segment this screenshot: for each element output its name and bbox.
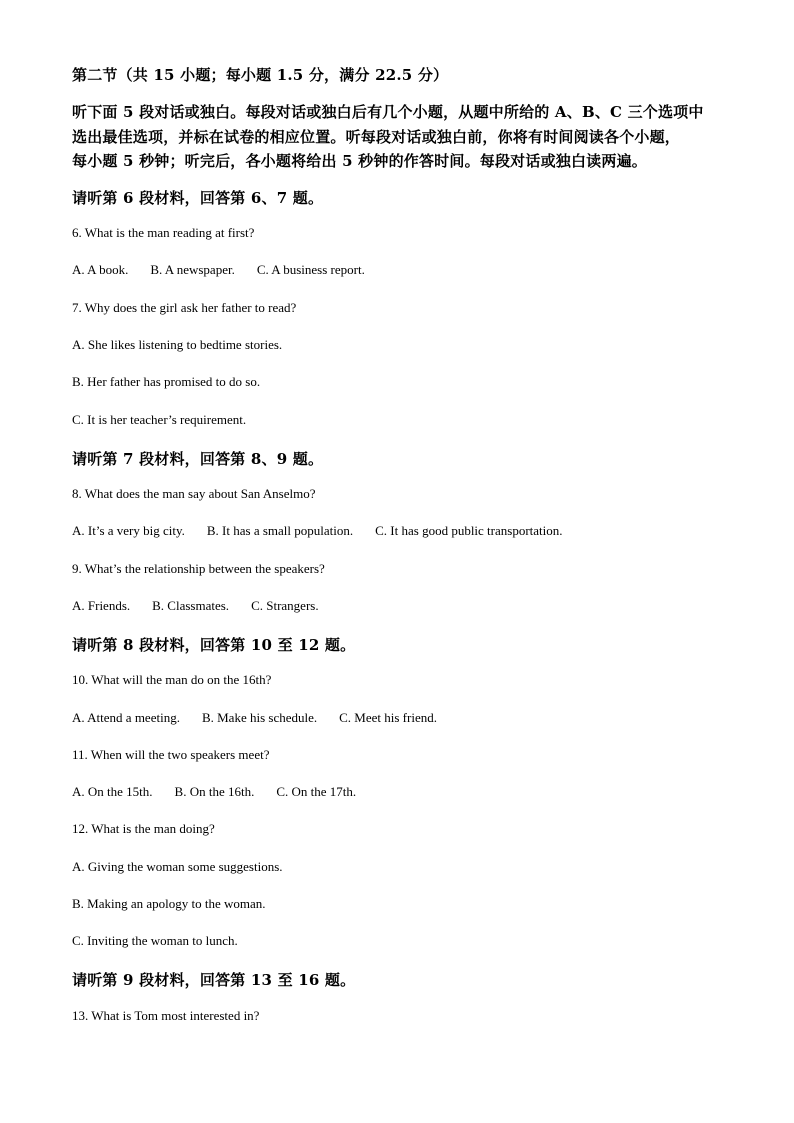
option-6c: C. A business report. <box>256 262 365 277</box>
option-8c: C. It has good public transportation. <box>375 523 563 538</box>
question-9: 9. What’s the relationship between the speakers? <box>72 561 325 576</box>
option-11c: C. On the 17th. <box>276 784 357 799</box>
option-10a: A. Attend a meeting. <box>72 710 180 725</box>
instructions-line-2: 选出最佳选项，并标在试卷的相应位置。听每段对话或独白前，你将有时间阅读各个小题， <box>72 128 681 146</box>
question-6: 6. What is the man reading at first? <box>72 225 255 240</box>
option-6b: B. A newspaper. <box>150 262 235 277</box>
option-9c: C. Strangers. <box>251 598 319 613</box>
option-12a: A. Giving the woman some suggestions. <box>72 859 283 874</box>
options-row-11 <box>72 784 378 800</box>
options-row-8 <box>72 523 585 539</box>
option-9a: A. Friends. <box>72 598 131 613</box>
option-7b: B. Her father has promised to do so. <box>72 374 261 389</box>
group-heading-7: 请听第 7 段材料，回答第 8、9 题。 <box>72 450 324 468</box>
group-heading-9: 请听第 9 段材料，回答第 13 至 16 题。 <box>72 971 356 989</box>
options-row-9 <box>72 598 341 614</box>
option-7a: A. She likes listening to bedtime stories. <box>72 337 283 352</box>
question-10: 10. What will the man do on the 16th? <box>72 672 272 687</box>
option-11b: B. On the 16th. <box>174 784 255 799</box>
option-12c: C. Inviting the woman to lunch. <box>72 933 238 948</box>
option-9b: B. Classmates. <box>152 598 230 613</box>
options-row-6 <box>72 262 387 278</box>
option-12b: B. Making an apology to the woman. <box>72 896 266 911</box>
options-row-10 <box>72 710 459 726</box>
option-10b: B. Make his schedule. <box>201 710 318 725</box>
option-7c: C. It is her teacher’s requirement. <box>72 412 247 427</box>
option-8a: A. It’s a very big city. <box>72 523 185 538</box>
option-6a: A. A book. <box>72 262 129 277</box>
question-7: 7. Why does the girl ask her father to read? <box>72 300 297 315</box>
question-8: 8. What does the man say about San Anselmo? <box>72 486 316 501</box>
option-11a: A. On the 15th. <box>72 784 153 799</box>
section-title: 第二节（共 15 小题；每小题 1.5 分，满分 22.5 分） <box>72 66 449 84</box>
option-8b: B. It has a small population. <box>206 523 354 538</box>
group-heading-8: 请听第 8 段材料，回答第 10 至 12 题。 <box>72 636 356 654</box>
question-13: 13. What is Tom most interested in? <box>72 1008 260 1023</box>
option-10c: C. Meet his friend. <box>339 710 437 725</box>
instructions-line-3: 每小题 5 秒钟；听完后，各小题将给出 5 秒钟的作答时间。每段对话或独白读两遍。 <box>72 152 647 170</box>
question-11: 11. When will the two speakers meet? <box>72 747 270 762</box>
instructions-line-1: 听下面 5 段对话或独白。每段对话或独白后有几个小题，从题中所给的 A、B、C 三个选项中 <box>72 103 704 121</box>
group-heading-6: 请听第 6 段材料，回答第 6、7 题。 <box>72 189 324 207</box>
question-12: 12. What is the man doing? <box>72 821 215 836</box>
